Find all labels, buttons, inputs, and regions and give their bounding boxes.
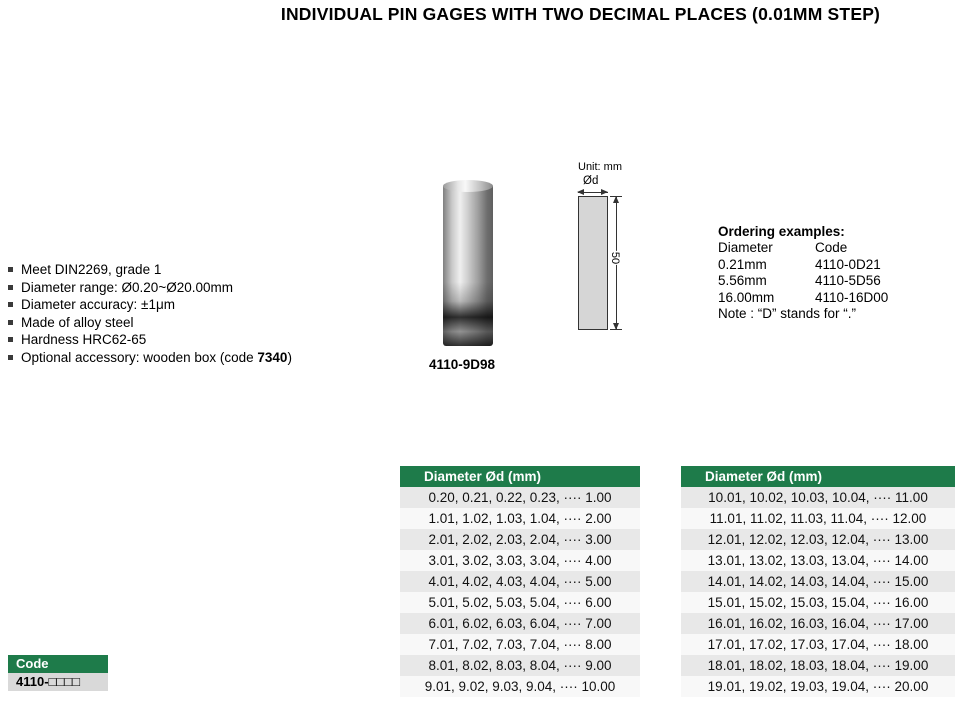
feature-text: Made of alloy steel bbox=[21, 314, 134, 330]
table-row: 19.01, 19.02, 19.03, 19.04, ···· 20.00 bbox=[681, 676, 955, 697]
pin-top-cap bbox=[443, 180, 493, 192]
table-row: 0.20, 0.21, 0.22, 0.23, ···· 1.00 bbox=[400, 487, 640, 508]
ordering-row bbox=[718, 273, 928, 290]
table-row: 16.01, 16.02, 16.03, 16.04, ···· 17.00 bbox=[681, 613, 955, 634]
length-dim-label: 50 bbox=[609, 251, 622, 265]
bullet-square-icon bbox=[8, 302, 13, 307]
ordering-row bbox=[718, 257, 928, 274]
ordering-examples bbox=[718, 223, 928, 323]
code-block bbox=[8, 655, 108, 691]
table-row: 3.01, 3.02, 3.03, 3.04, ···· 4.00 bbox=[400, 550, 640, 571]
table-row: 7.01, 7.02, 7.03, 7.04, ···· 8.00 bbox=[400, 634, 640, 655]
arrow-left-icon bbox=[577, 189, 584, 195]
table-row: 12.01, 12.02, 12.03, 12.04, ···· 13.00 bbox=[681, 529, 955, 550]
bullet-square-icon bbox=[8, 267, 13, 272]
table-body bbox=[681, 487, 955, 697]
ordering-title: Ordering examples: bbox=[718, 224, 845, 239]
ordering-row bbox=[718, 290, 928, 307]
bullet-square-icon bbox=[8, 337, 13, 342]
table-row: 18.01, 18.02, 18.03, 18.04, ···· 19.00 bbox=[681, 655, 955, 676]
ordering-diameter: 16.00mm bbox=[718, 289, 775, 305]
feature-item bbox=[8, 349, 292, 367]
table-row: 9.01, 9.02, 9.03, 9.04, ···· 10.00 bbox=[400, 676, 640, 697]
ordering-note: Note : “D” stands for “.” bbox=[718, 306, 857, 321]
table-row: 15.01, 15.02, 15.03, 15.04, ···· 16.00 bbox=[681, 592, 955, 613]
arrow-down-icon bbox=[613, 323, 619, 330]
ordering-code: 4110-5D56 bbox=[815, 273, 881, 288]
feature-item bbox=[8, 261, 292, 279]
feature-item bbox=[8, 296, 292, 314]
ordering-code: 4110-16D00 bbox=[815, 289, 889, 305]
table-header: Diameter Ød (mm) bbox=[681, 466, 955, 487]
ordering-diameter: 0.21mm bbox=[718, 256, 767, 272]
table-row: 8.01, 8.02, 8.03, 8.04, ···· 9.00 bbox=[400, 655, 640, 676]
code-block-value: 4110-□□□□ bbox=[8, 673, 108, 691]
accessory-code: 7340 bbox=[257, 349, 288, 365]
pin-outline-drawing bbox=[578, 196, 608, 330]
diameter-table-left bbox=[400, 466, 640, 697]
feature-item bbox=[8, 331, 292, 349]
table-row: 4.01, 4.02, 4.03, 4.04, ···· 5.00 bbox=[400, 571, 640, 592]
unit-label: Unit: mm bbox=[578, 161, 622, 173]
ordering-col-code: Code bbox=[815, 240, 848, 255]
ordering-code: 4110-0D21 bbox=[815, 256, 881, 272]
bullet-square-icon bbox=[8, 355, 13, 360]
pin-body bbox=[443, 186, 493, 346]
feature-list bbox=[8, 261, 292, 366]
feature-text: Hardness HRC62-65 bbox=[21, 332, 147, 347]
table-row: 6.01, 6.02, 6.03, 6.04, ···· 7.00 bbox=[400, 613, 640, 634]
feature-text-suffix: ) bbox=[287, 349, 292, 365]
table-body bbox=[400, 487, 640, 697]
table-header: Diameter Ød (mm) bbox=[400, 466, 640, 487]
ordering-diameter: 5.56mm bbox=[718, 273, 767, 288]
arrow-up-icon bbox=[613, 196, 619, 203]
bullet-square-icon bbox=[8, 285, 13, 290]
table-row: 2.01, 2.02, 2.03, 2.04, ···· 3.00 bbox=[400, 529, 640, 550]
table-row: 11.01, 11.02, 11.03, 11.04, ···· 12.00 bbox=[681, 508, 955, 529]
feature-text: Meet DIN2269, grade 1 bbox=[21, 262, 162, 277]
product-code-label: 4110-9D98 bbox=[429, 357, 496, 372]
ordering-col-diameter: Diameter bbox=[718, 240, 773, 255]
feature-text bbox=[21, 349, 292, 367]
pin-gage-photo bbox=[443, 180, 493, 346]
diameter-dim-label: Ød bbox=[583, 175, 599, 187]
table-row: 10.01, 10.02, 10.03, 10.04, ···· 11.00 bbox=[681, 487, 955, 508]
table-row: 17.01, 17.02, 17.03, 17.04, ···· 18.00 bbox=[681, 634, 955, 655]
ordering-header-row bbox=[718, 240, 928, 257]
feature-item bbox=[8, 314, 292, 332]
code-block-header: Code bbox=[8, 655, 108, 673]
table-row: 1.01, 1.02, 1.03, 1.04, ···· 2.00 bbox=[400, 508, 640, 529]
table-row: 5.01, 5.02, 5.03, 5.04, ···· 6.00 bbox=[400, 592, 640, 613]
arrow-right-icon bbox=[601, 189, 608, 195]
bullet-square-icon bbox=[8, 320, 13, 325]
diameter-table-right bbox=[681, 466, 955, 697]
table-row: 13.01, 13.02, 13.03, 13.04, ···· 14.00 bbox=[681, 550, 955, 571]
feature-text: Diameter accuracy: ±1μm bbox=[21, 297, 175, 312]
feature-text-prefix: Optional accessory: wooden box (code bbox=[21, 349, 258, 365]
table-row: 14.01, 14.02, 14.03, 14.04, ···· 15.00 bbox=[681, 571, 955, 592]
page-title: INDIVIDUAL PIN GAGES WITH TWO DECIMAL PLACES (0.01MM STEP) bbox=[280, 4, 881, 24]
feature-item bbox=[8, 279, 292, 297]
feature-text: Diameter range: Ø0.20~Ø20.00mm bbox=[21, 279, 233, 295]
